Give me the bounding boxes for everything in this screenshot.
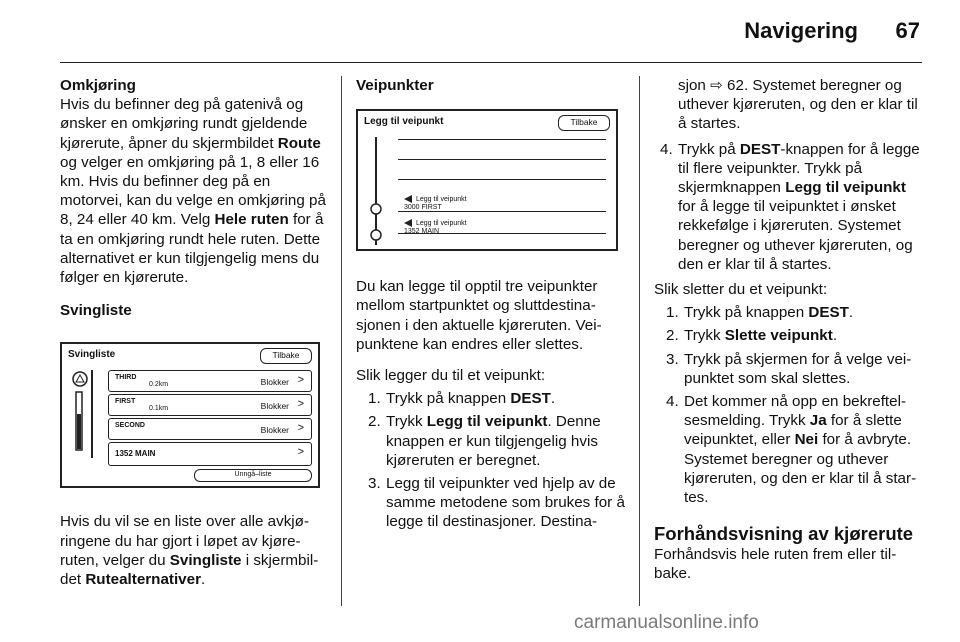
- route-line-icon: [362, 137, 392, 245]
- text: .: [200, 571, 206, 589]
- text: Trykk på skjermen for å velge veipunktet som skal slettes.: [684, 350, 912, 387]
- turn-name: THIRD: [115, 374, 137, 382]
- nei-term: Nei: [794, 431, 819, 449]
- block-button[interactable]: Blokker: [260, 401, 289, 412]
- text: sjon: [678, 77, 711, 94]
- page-header: [0, 14, 960, 50]
- add-waypoint-intro: Slik legger du til et veipunkt:: [356, 367, 546, 385]
- text: Trykk på knappen: [386, 390, 511, 408]
- block-button[interactable]: Blokker: [260, 425, 289, 436]
- column-divider: [639, 76, 640, 606]
- turn-name: 1352 MAIN: [115, 449, 156, 459]
- back-button[interactable]: Tilbake: [558, 115, 610, 131]
- screen-title: Legg til veipunkt: [364, 116, 444, 128]
- svingliste-term: Svingliste: [169, 551, 242, 569]
- add-waypoint-label: Legg til veipunkt: [416, 196, 467, 204]
- page-title: Navigering: [744, 18, 858, 43]
- list-item: 4. Det kommer nå opp en bekreftelsesmelding. Trykk Ja for å slette veipunktet, eller Nei for å avbryte. Systemet beregner og uthever kjøreruten, og den er klar til å startes.: [666, 393, 917, 507]
- chevron-right-icon: >: [297, 446, 304, 459]
- text: Hvis du befinner deg på gatenivå og ønsker en omkjøring rundt gjeldende kjørerute, åpner du skjermbildet: [60, 96, 308, 152]
- text: for å legge til veipunktet i ønsket rekkefølge i kjøreruten. Systemet beregner og uthever kjøreruten, og den er klar til å startes.: [678, 198, 913, 273]
- turn-distance: 0.2km: [149, 381, 169, 389]
- page-reference-link[interactable]: ⇨ 62: [710, 77, 744, 94]
- text: for å slette veipunktet, eller: [684, 412, 902, 449]
- turn-row[interactable]: [108, 418, 312, 440]
- rutealternativer-term: Rutealternativer: [85, 571, 201, 589]
- screen-title: Svingliste: [68, 349, 116, 361]
- slette-veipunkt-term: Slette veipunkt: [724, 327, 833, 345]
- svingliste-text: [60, 512, 328, 589]
- arrow-left-icon: [404, 195, 412, 203]
- column-divider: [341, 76, 342, 606]
- text: i skjermbildet: [60, 551, 319, 589]
- svingliste-heading: Svingliste: [60, 302, 132, 320]
- delete-waypoint-intro: Slik sletter du et veipunkt:: [654, 281, 828, 299]
- legg-til-veipunkt-term: Legg til veipunkt: [785, 179, 906, 197]
- slot-line: [398, 159, 606, 160]
- chevron-right-icon: >: [297, 422, 304, 435]
- legg-til-veipunkt-term: Legg til veipunkt: [426, 413, 548, 431]
- list-item: [654, 76, 924, 134]
- dest-term: DEST: [510, 390, 551, 408]
- block-button[interactable]: Blokker: [260, 377, 289, 388]
- header-divider: [60, 62, 922, 63]
- chevron-right-icon: >: [297, 374, 304, 387]
- text: Trykk: [684, 327, 725, 345]
- turn-name: FIRST: [115, 398, 136, 406]
- svingliste-screen-figure: [60, 342, 320, 488]
- omkjoring-heading: Omkjøring: [60, 77, 136, 94]
- slot-line: [398, 179, 606, 180]
- text: . Denne knappen er kun tilgjengelig hvis kjøreruten er beregnet.: [386, 413, 601, 469]
- route-progress-icon: [70, 370, 98, 458]
- text: .: [550, 390, 556, 408]
- arrow-left-icon: [404, 219, 412, 227]
- legg-til-veipunkt-screen-figure: [356, 109, 618, 251]
- turn-row[interactable]: [108, 442, 312, 466]
- turn-row[interactable]: [108, 394, 312, 416]
- text: .: [832, 327, 838, 345]
- preview-text: Forhåndsvis hele ruten frem eller tilbake.: [654, 546, 897, 583]
- back-button[interactable]: Tilbake: [260, 348, 312, 364]
- waypoint-entry[interactable]: [404, 219, 467, 236]
- preview-heading: Forhåndsvisning av kjørerute: [654, 523, 914, 545]
- list-item: 3. Legg til veipunkter ved hjelp av de samme metodene som brukes for å legge til destinasjoner. Destina-: [368, 475, 625, 531]
- text: Trykk på: [678, 140, 740, 158]
- text: Trykk: [386, 413, 427, 431]
- chevron-right-icon: >: [297, 398, 304, 411]
- dest-term: DEST: [739, 140, 781, 158]
- column-3: [654, 76, 924, 596]
- waypoint-entry[interactable]: [404, 195, 467, 212]
- add-waypoint-steps-continued: [654, 76, 924, 274]
- text: Hvis du vil se en liste over alle avkjøringene du har gjort i løpet av kjøreruten, velger du: [60, 513, 309, 569]
- delete-waypoint-steps: [654, 303, 924, 507]
- turn-row[interactable]: [108, 370, 312, 392]
- list-item: 4. Trykk på DEST-knappen for å legge til flere veipunkter. Trykk på skjermknappen Legg til veipunkt for å legge til veipunktet i ønsket rekkefølge i kjøreruten. Systemet beregner og uthever kjøreruten, og den er klar til å startes.: [660, 140, 920, 273]
- column-2: [356, 76, 626, 536]
- add-waypoint-steps: [356, 389, 626, 531]
- list-item: 2. Trykk Slette veipunkt.: [666, 327, 838, 345]
- text: Det kommer nå opp en bekreftelsesmelding. Trykk: [684, 393, 907, 430]
- hele-ruten-term: Hele ruten: [214, 211, 289, 229]
- text: Trykk på knappen: [684, 304, 809, 322]
- dest-term: DEST: [808, 304, 849, 322]
- veipunkter-intro: Du kan legge til opptil tre veipunkter mellom startpunktet og sluttdestinasjonen i den aktuelle kjøreruten. Veipunktene kan endres eller slettes.: [356, 278, 602, 353]
- route-term: Route: [277, 134, 321, 152]
- omkjoring-section: [60, 76, 328, 287]
- veipunkter-heading: Veipunkter: [356, 77, 434, 94]
- page-number: 67: [895, 18, 920, 43]
- text: . Systemet beregner og uthever kjøreruten, og den er klar til å startes.: [678, 77, 918, 133]
- watermark-logo: carmanualsonline.info: [574, 612, 759, 633]
- waypoint-address: 1352 MAIN: [404, 228, 440, 236]
- text: for å avbryte. Systemet beregner og uthever kjøreruten, og den er klar til å startes.: [684, 431, 917, 507]
- text: for å ta en omkjøring rundt hele ruten. Dette alternativet er kun tilgjengelig mens du følger en kjørerute.: [60, 211, 324, 287]
- map-sidebar: [70, 370, 98, 454]
- ja-term: Ja: [809, 412, 827, 430]
- turn-distance: 0.1km: [149, 405, 169, 413]
- column-1: [60, 76, 328, 601]
- text: -knappen for å legge til flere veipunkter. Trykk på skjermknappen: [678, 140, 920, 197]
- turn-name: SECOND: [115, 422, 145, 430]
- list-item: 3. Trykk på skjermen for å velge veipunktet som skal slettes.: [666, 350, 912, 387]
- list-item: 1. Trykk på knappen DEST.: [368, 390, 556, 408]
- add-waypoint-label: Legg til veipunkt: [416, 220, 467, 228]
- waypoint-address: 3000 FIRST: [404, 204, 442, 212]
- list-item: 2. Trykk Legg til veipunkt. Denne knappen er kun tilgjengelig hvis kjøreruten er beregnet.: [368, 413, 601, 469]
- text: Legg til veipunkter ved hjelp av de samme metodene som brukes for å legge til destinasjoner. Destina-: [386, 475, 625, 531]
- slot-line: [398, 139, 606, 140]
- text: og velger en omkjøring på 1, 8 eller 16 km. Hvis du befinner deg på en motorvei, kan du velge en omkjøring på 8, 24 eller 40 km. Velg: [60, 153, 326, 229]
- list-item: 1. Trykk på knappen DEST.: [666, 304, 854, 322]
- text: .: [848, 304, 854, 322]
- avoid-list-button[interactable]: Unngå–liste: [194, 469, 312, 482]
